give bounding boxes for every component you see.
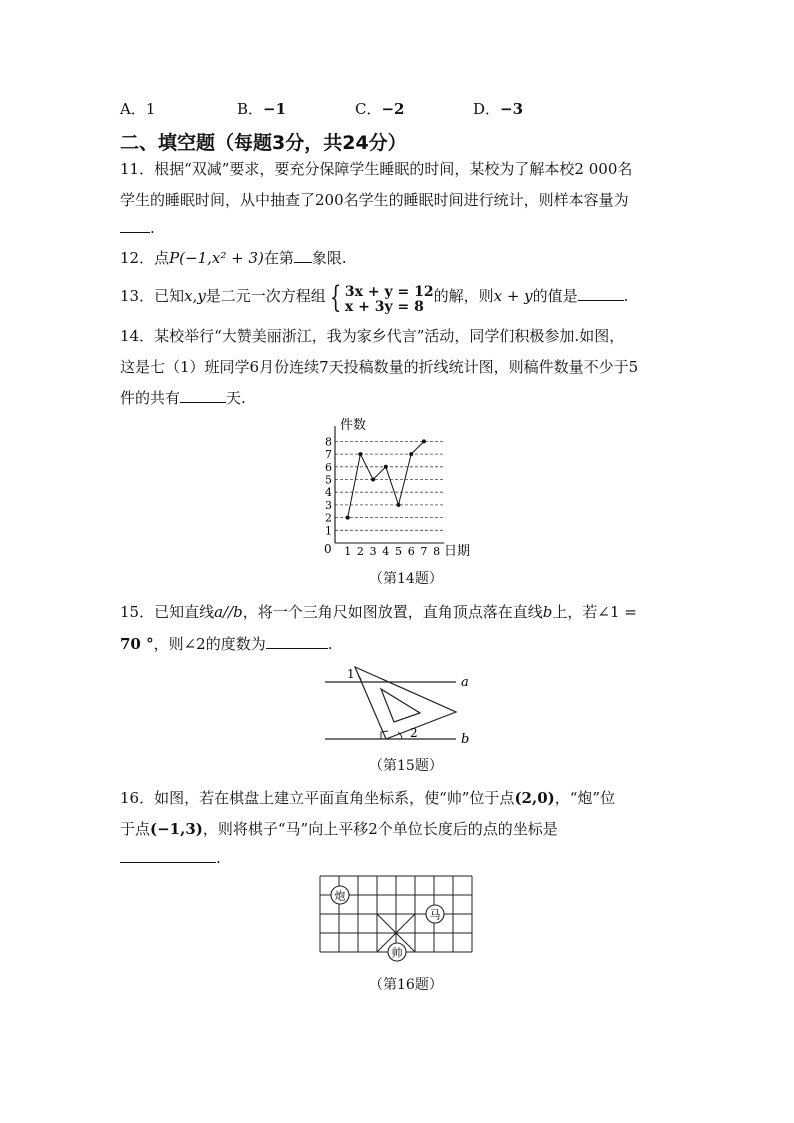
y-tick-label: 2 [325,511,332,525]
fig14-chart [310,412,480,562]
data-point [346,516,350,520]
q11-line2: 学生的睡眠时间，从中抽查了200名学生的睡眠时间进行统计，则样本容量为 [120,191,629,209]
y-tick-label: 5 [325,473,332,487]
fig16-chessboard [316,872,481,967]
y-tick-label: 8 [325,435,332,449]
q14-line3: 件的共有 天. [120,389,246,407]
q16-line1: 16．如图，若在棋盘上建立平面直角坐标系，使“帅”位于点(2,0)，“炮”位 [120,789,616,807]
data-point [422,439,426,443]
q14-line1: 14．某校举行“大赞美丽浙江，我为家乡代言”活动，同学们积极参加.如图， [120,327,625,345]
x-tick-label: 3 [369,545,377,558]
data-point [397,503,401,507]
q12: 12．点P(−1,x² + 3)在第 象限. [120,249,347,267]
y-tick-label: 3 [325,498,332,512]
x-tick-label: 4 [382,545,390,558]
label-2: 2 [410,726,418,740]
x-tick-label: 8 [433,545,441,558]
fig15-caption: （第15题） [369,758,443,774]
q15-line1: 15．已知直线a//b，将一个三角尺如图放置，直角顶点落在直线b上，若∠1 = [120,603,637,621]
fig14-caption: （第14题） [369,571,443,587]
option-c: C．−2 [355,100,405,118]
data-point [409,452,413,456]
fig15-diagram [318,660,478,750]
origin-label: 0 [324,542,332,556]
triangle-ruler-outer [355,667,456,739]
q11-answer: . [120,218,155,237]
data-point [371,478,375,482]
y-tick-label: 4 [325,486,332,500]
q13: 13．已知x,y是二元一次方程组 { 3x + y = 12 x + 3y = 8 的解，则x + y的值是 . [120,280,629,315]
q11-line1: 11．根据“双减”要求，要充分保障学生睡眠的时间，某校为了解本校2 000名 [120,160,633,178]
x-tick-label: 1 [344,545,352,558]
q16-answer: . [120,848,221,867]
q16-line2: 于点(−1,3)，则将棋子“马”向上平移2个单位长度后的点的坐标是 [120,820,558,838]
option-b: B．−1 [237,100,287,118]
label-b: b [461,732,470,747]
y-tick-label: 7 [325,448,332,462]
x-axis-label: 日期 [444,544,471,559]
q14-line2: 这是七（1）班同学6月份连续7天投稿数量的折线统计图，则稿件数量不少于5 [120,358,639,376]
y-tick-label: 1 [325,524,332,538]
label-a: a [461,675,469,690]
pao-piece: 炮 [334,889,346,903]
option-d: D．−3 [473,100,524,118]
x-tick-label: 7 [420,545,428,558]
x-tick-label: 2 [356,545,364,558]
data-point [384,465,388,469]
section-title: 二、填空题（每题3分，共24分） [120,132,407,154]
data-point [358,452,362,456]
y-axis-label: 件数 [340,418,367,433]
option-a: A．1 [120,100,156,118]
shuai-piece: 帅 [391,946,403,960]
x-tick-label: 5 [395,545,402,558]
ma-piece: 马 [429,908,441,922]
q13-system: 3x + y = 12 x + 3y = 8 [344,284,434,315]
y-tick-label: 6 [325,460,332,474]
label-1: 1 [347,667,355,681]
x-tick-label: 6 [407,545,415,558]
fig16-caption: （第16题） [369,977,443,993]
q15-line2: 70 °，则∠2的度数为 . [120,635,333,653]
